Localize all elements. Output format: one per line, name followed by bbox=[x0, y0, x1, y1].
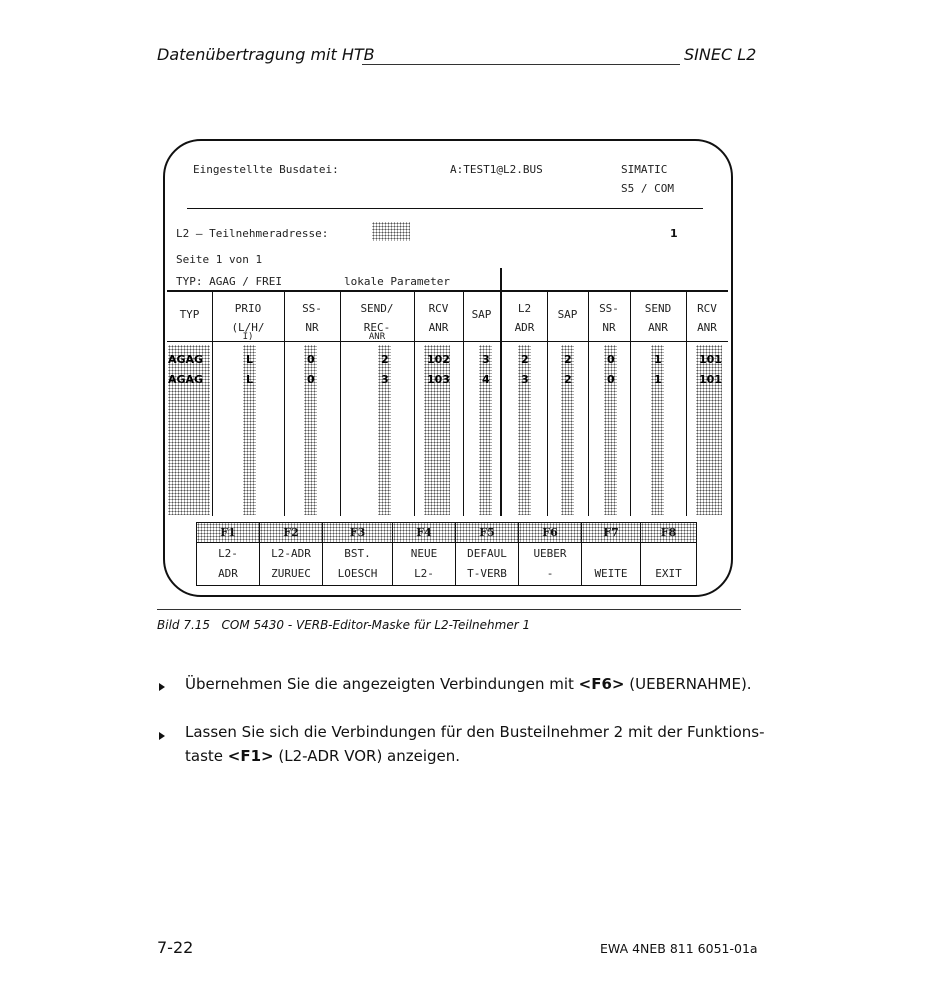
cell-prio: L bbox=[246, 353, 254, 366]
field-remote-rcv-anr[interactable] bbox=[696, 345, 722, 515]
fkey-f3[interactable]: F3 bbox=[323, 523, 393, 542]
cell-remote-sap: 2 bbox=[564, 353, 572, 366]
fkey-f8[interactable]: F8 bbox=[641, 523, 696, 542]
field-ss-nr[interactable] bbox=[304, 345, 317, 515]
fkey-f2-label[interactable]: L2-ADR ZURUEC bbox=[260, 542, 323, 586]
col-header-remote-rcv-anr: RCV ANR bbox=[697, 302, 717, 334]
col-header-typ: TYP bbox=[179, 308, 200, 321]
cell-sap: 4 bbox=[482, 373, 490, 386]
address-input-field[interactable] bbox=[372, 222, 410, 241]
page-number: 7-22 bbox=[157, 938, 194, 957]
cell-ss-nr: 0 bbox=[307, 353, 315, 366]
fkey-f6[interactable]: F6 bbox=[519, 523, 582, 542]
table-top-rule bbox=[167, 290, 728, 292]
field-send-rec[interactable] bbox=[378, 345, 391, 515]
fkey-f5[interactable]: F5 bbox=[456, 523, 519, 542]
busfile-value: A:TEST1@L2.BUS bbox=[450, 163, 543, 176]
field-sap[interactable] bbox=[479, 345, 492, 515]
cell-send-rec: 3 bbox=[381, 373, 389, 386]
cell-ss-nr: 0 bbox=[307, 373, 315, 386]
instruction-paragraph-1: Übernehmen Sie die angezeigten Verbindungen mit <F6> (UEBERNAHME). bbox=[185, 675, 752, 693]
field-remote-sap[interactable] bbox=[561, 345, 574, 515]
field-remote-ss-nr[interactable] bbox=[604, 345, 617, 515]
cell-rcv-anr: 103 bbox=[427, 373, 450, 386]
cell-typ: AGAG bbox=[168, 353, 204, 366]
triangle-right-icon bbox=[157, 678, 167, 697]
col-header-sap: SAP bbox=[471, 308, 492, 321]
address-value: 1 bbox=[670, 227, 678, 240]
col-header-l2-adr: L2 ADR bbox=[514, 302, 535, 334]
col-divider bbox=[547, 292, 548, 516]
col-header-prio: PRIO (L/H/ I) bbox=[231, 302, 265, 342]
fkey-f7[interactable]: F7 bbox=[582, 523, 641, 542]
key-f6: <F6> bbox=[578, 675, 625, 693]
cell-l2-adr: 3 bbox=[521, 373, 529, 386]
field-l2-adr[interactable] bbox=[518, 345, 531, 515]
fkey-f4-label[interactable]: NEUE L2- bbox=[393, 542, 456, 586]
col-header-remote-sap: SAP bbox=[557, 308, 578, 321]
fkey-f1[interactable]: F1 bbox=[197, 523, 260, 542]
col-header-ss-nr: SS- NR bbox=[302, 302, 322, 334]
figure-number: Bild 7.15 bbox=[157, 618, 211, 632]
cell-sap: 3 bbox=[482, 353, 490, 366]
fkey-f6-label[interactable]: UEBER - bbox=[519, 542, 582, 586]
header-rule bbox=[362, 64, 680, 65]
col-header-send-anr: SEND ANR bbox=[644, 302, 672, 334]
cell-send-anr: 1 bbox=[654, 353, 662, 366]
caption-rule bbox=[157, 609, 741, 610]
field-send-anr[interactable] bbox=[651, 345, 664, 515]
cell-l2-adr: 2 bbox=[521, 353, 529, 366]
figure-title: COM 5430 - VERB-Editor-Maske für L2-Teilnehmer 1 bbox=[221, 618, 531, 632]
product-line2: S5 / COM bbox=[621, 182, 674, 195]
document-id: EWA 4NEB 811 6051-01a bbox=[600, 941, 758, 956]
busfile-label: Eingestellte Busdatei: bbox=[193, 163, 339, 176]
product-line1: SIMATIC bbox=[621, 163, 668, 176]
type-line: TYP: AGAG / FREI bbox=[176, 275, 282, 288]
cell-rcv-anr: 102 bbox=[427, 353, 450, 366]
cell-send-rec: 2 bbox=[381, 353, 389, 366]
col-divider bbox=[463, 292, 464, 516]
cell-remote-rcv-anr: 101 bbox=[699, 373, 722, 386]
cell-prio: L bbox=[246, 373, 254, 386]
fkey-f5-label[interactable]: DEFAUL T-VERB bbox=[456, 542, 519, 586]
cell-remote-ss-nr: 0 bbox=[607, 353, 615, 366]
fkey-f1-label[interactable]: L2- ADR bbox=[197, 542, 260, 586]
triangle-right-icon bbox=[157, 727, 167, 746]
local-params-label: lokale Parameter bbox=[344, 275, 450, 288]
fkey-f7-label[interactable]: WEITE bbox=[582, 542, 641, 586]
field-prio[interactable] bbox=[243, 345, 256, 515]
col-header-remote-ss-nr: SS- NR bbox=[599, 302, 619, 334]
address-label: L2 – Teilnehmeradresse: bbox=[176, 227, 329, 240]
field-rcv-anr[interactable] bbox=[424, 345, 450, 515]
cell-remote-rcv-anr: 101 bbox=[699, 353, 722, 366]
fkey-f4[interactable]: F4 bbox=[393, 523, 456, 542]
cell-remote-ss-nr: 0 bbox=[607, 373, 615, 386]
fkey-f2[interactable]: F2 bbox=[260, 523, 323, 542]
figure-caption bbox=[157, 618, 530, 632]
col-header-rcv-anr: RCV ANR bbox=[428, 302, 449, 334]
page-header-product: SINEC L2 bbox=[684, 45, 757, 64]
cell-typ: AGAG bbox=[168, 373, 204, 386]
col-header-send-rec: SEND/ REC- ANR bbox=[360, 302, 394, 342]
instruction-paragraph-2: Lassen Sie sich die Verbindungen für den Busteilnehmer 2 mit der Funktions- taste <F1> (L2-ADR VOR) anzeigen. bbox=[185, 723, 765, 765]
cell-send-anr: 1 bbox=[654, 373, 662, 386]
key-f1: <F1> bbox=[227, 747, 274, 765]
function-key-bar bbox=[196, 522, 697, 586]
screen-divider bbox=[187, 208, 703, 209]
page-info: Seite 1 von 1 bbox=[176, 253, 263, 266]
page-header-title: Datenübertragung mit HTB bbox=[157, 45, 375, 64]
fkey-f3-label[interactable]: BST. LOESCH bbox=[323, 542, 393, 586]
fkey-f8-label[interactable]: EXIT bbox=[655, 567, 682, 580]
field-typ[interactable] bbox=[168, 345, 210, 515]
cell-remote-sap: 2 bbox=[564, 373, 572, 386]
